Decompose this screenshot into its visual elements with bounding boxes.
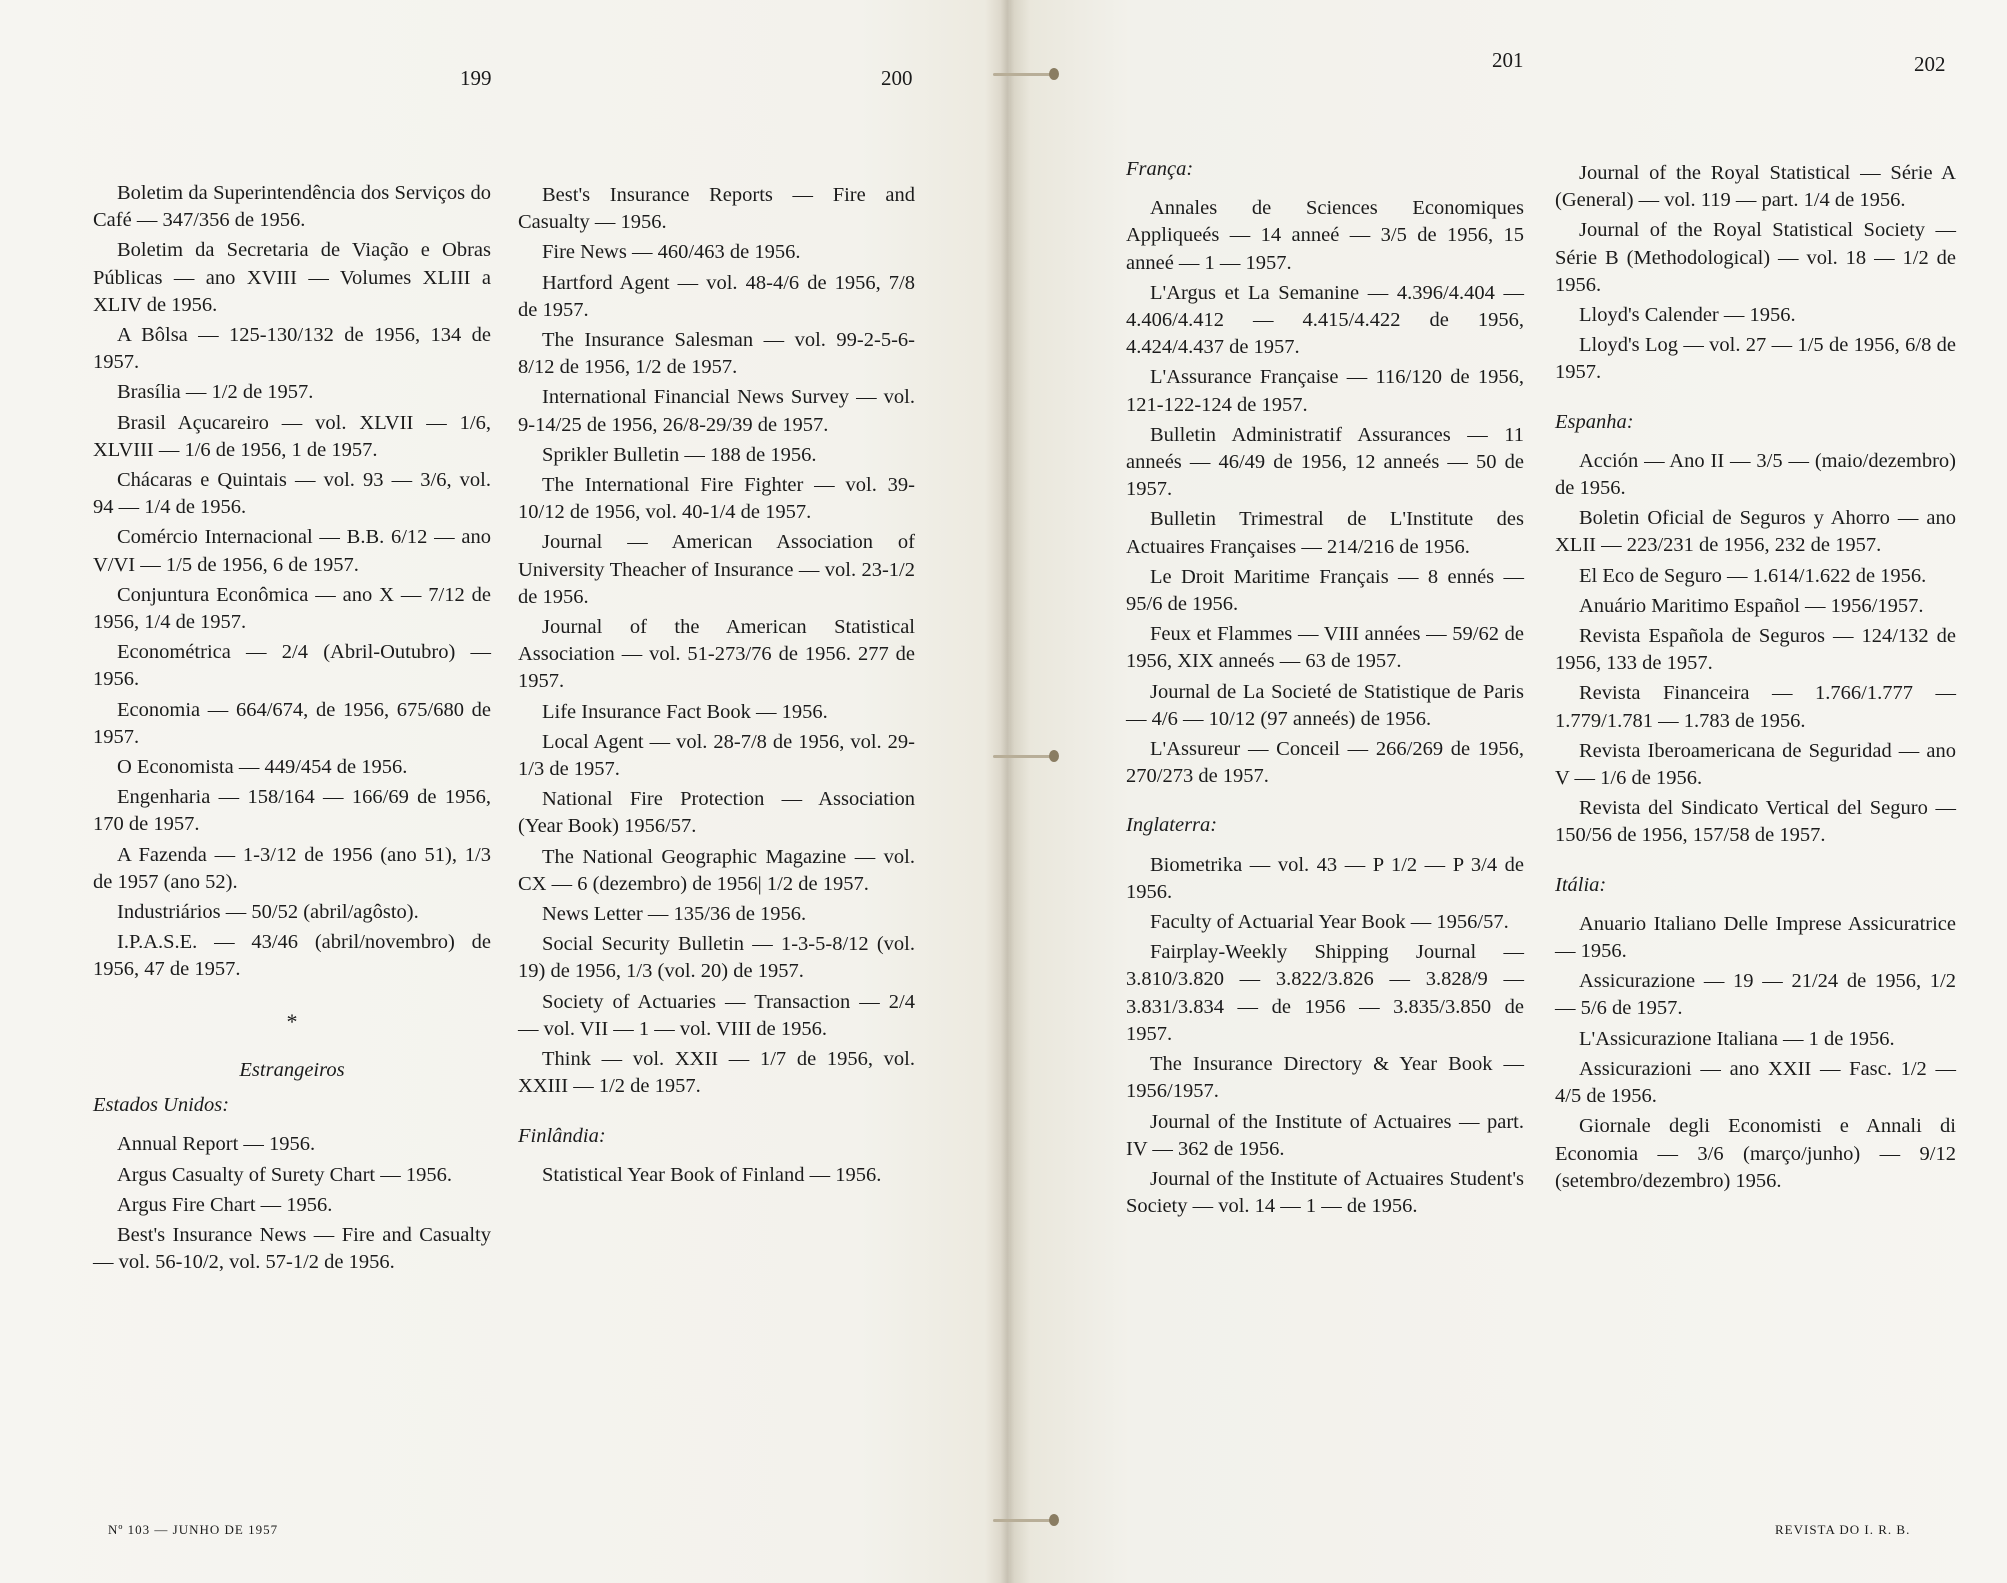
bibliography-entry: Revista Española de Seguros — 124/132 de 1956, 133 de 1957. — [1555, 625, 1956, 675]
bibliography-entry: O Economista — 449/454 de 1956. — [117, 756, 408, 779]
bibliography-entry: Fairplay-Weekly Shipping Journal — 3.810/3.820 — 3.822/3.826 — 3.828/9 — 3.831/3.834 — de 1956 — 3.835/3.850 de 1957. — [1126, 941, 1524, 1045]
bibliography-entry: Industriários — 50/52 (abril/agôsto). — [117, 901, 419, 924]
bibliography-entry: Journal of the Institute of Actuaires Student's Society — vol. 14 — 1 — de 1956. — [1126, 1167, 1524, 1218]
entry-list-us-part1 — [93, 1131, 491, 1276]
bibliography-entry: Revista Iberoamericana de Seguridad — ano V — 1/6 de 1956. — [1555, 739, 1956, 790]
bibliography-entry: Journal of the Royal Statistical — Série A (General) — vol. 119 — part. 1/4 de 1956. — [1555, 162, 1956, 212]
bibliography-entry: Best's Insurance Reports — Fire and Casualty — 1956. — [518, 184, 915, 234]
bibliography-entry: International Financial News Survey — vol. 9-14/25 de 1956, 26/8-29/39 de 1957. — [518, 386, 915, 436]
bibliography-entry: Bulletin Trimestral de L'Institute des Actuaires Françaises — 214/216 de 1956. — [1126, 508, 1524, 558]
entry-list-italy — [1555, 911, 1956, 1195]
bibliography-entry: Comércio Internacional — B.B. 6/12 — ano V/VI — 1/5 de 1956, 6 de 1957. — [93, 526, 491, 576]
column-page-201 — [1126, 156, 1524, 1220]
section-separator: * — [286, 1008, 298, 1034]
bibliography-entry: Economia — 664/674, de 1956, 675/680 de 1957. — [93, 698, 491, 748]
bibliography-entry: Local Agent — vol. 28-7/8 de 1956, vol. 29-1/3 de 1957. — [518, 730, 915, 781]
bibliography-entry: Journal of the Royal Statistical Society — Série B (Methodological) — vol. 18 — 1/2 de 1956. — [1555, 219, 1956, 296]
bibliography-entry: Revista del Sindicato Vertical del Seguro — 150/56 de 1956, 157/58 de 1957. — [1555, 797, 1956, 847]
column-page-202 — [1555, 160, 1956, 1195]
bibliography-entry: The National Geographic Magazine — vol. CX — 6 (dezembro) de 1956| 1/2 de 1957. — [518, 845, 915, 895]
bibliography-entry: Sprikler Bulletin — 188 de 1956. — [542, 443, 817, 466]
bibliography-entry: A Fazenda — 1-3/12 de 1956 (ano 51), 1/3 de 1957 (ano 52). — [93, 843, 491, 893]
bibliography-entry: Journal of the Institute of Actuaires — part. IV — 362 de 1956. — [1126, 1110, 1524, 1160]
bibliography-entry: Journal — American Association of University Theacher of Insurance — vol. 23-1/2 de 1956. — [518, 531, 915, 608]
bibliography-entry: Statistical Year Book of Finland — 1956. — [542, 1163, 882, 1186]
column-page-200 — [518, 182, 915, 1189]
bibliography-entry: Chácaras e Quintais — vol. 93 — 3/6, vol. 94 — 1/4 de 1956. — [93, 469, 491, 519]
bibliography-entry: Brasil Açucareiro — vol. XLVII — 1/6, XLVIII — 1/6 de 1956, 1 de 1957. — [93, 411, 491, 461]
column-page-199 — [93, 180, 491, 1276]
bibliography-entry: Lloyd's Calender — 1956. — [1579, 304, 1796, 327]
bibliography-entry: The Insurance Salesman — vol. 99-2-5-6-8/12 de 1956, 1/2 de 1957. — [518, 329, 915, 379]
footer-issue: Nº 103 — JUNHO DE 1957 — [108, 1522, 279, 1537]
bibliography-entry: I.P.A.S.E. — 43/46 (abril/novembro) de 1956, 47 de 1957. — [93, 931, 491, 981]
heading-inglaterra: Inglaterra: — [1126, 814, 1218, 837]
binding-gutter — [985, 0, 1030, 1583]
entry-list-national — [93, 180, 491, 984]
bibliography-entry: Conjuntura Econômica — ano X — 7/12 de 1956, 1/4 de 1957. — [93, 583, 491, 634]
bibliography-entry: The Insurance Directory & Year Book — 1956/1957. — [1126, 1053, 1524, 1103]
staple — [985, 748, 1065, 766]
heading-finlandia: Finlândia: — [518, 1124, 606, 1147]
bibliography-entry: Giornale degli Economisti e Annali di Economia — 3/6 (março/junho) — 9/12 (setembro/dezembro) 1956. — [1555, 1115, 1956, 1192]
bibliography-entry: Econométrica — 2/4 (Abril-Outubro) — 1956. — [93, 641, 491, 691]
bibliography-entry: Fire News — 460/463 de 1956. — [542, 241, 801, 264]
bibliography-entry: The International Fire Fighter — vol. 39-10/12 de 1956, vol. 40-1/4 de 1957. — [518, 474, 915, 524]
page-number-199: 199 — [460, 66, 492, 90]
bibliography-entry: Lloyd's Log — vol. 27 — 1/5 de 1956, 6/8 de 1957. — [1555, 334, 1956, 384]
bibliography-entry: Anuário Maritimo Español — 1956/1957. — [1579, 594, 1924, 617]
entry-list-england-part2 — [1555, 160, 1956, 387]
bibliography-entry: Bulletin Administratif Assurances — 11 anneés — 46/49 de 1956, 12 anneés — 50 de 1957. — [1126, 423, 1524, 501]
staple — [985, 1512, 1065, 1530]
entry-list-us-part2 — [518, 182, 915, 1101]
bibliography-entry: Biometrika — vol. 43 — P 1/2 — P 3/4 de 1956. — [1126, 853, 1524, 903]
bibliography-entry: National Fire Protection — Association (Year Book) 1956/57. — [518, 788, 915, 838]
bibliography-entry: Annual Report — 1956. — [117, 1133, 316, 1156]
bibliography-entry: A Bôlsa — 125-130/132 de 1956, 134 de 1957. — [93, 324, 491, 374]
heading-estados-unidos: Estados Unidos: — [93, 1094, 230, 1117]
bibliography-entry: Society of Actuaries — Transaction — 2/4 — vol. VII — 1 — vol. VIII de 1956. — [518, 990, 915, 1040]
entry-list-finland — [518, 1162, 915, 1189]
staple — [985, 66, 1065, 84]
bibliography-entry: Revista Financeira — 1.766/1.777 — 1.779/1.781 — 1.783 de 1956. — [1555, 682, 1956, 732]
bibliography-entry: L'Argus et La Semanine — 4.396/4.404 — 4.406/4.412 — 4.415/4.422 de 1956, 4.424/4.437 de 1957. — [1126, 281, 1524, 359]
bibliography-entry: Le Droit Maritime Français — 8 ennés — 95/6 de 1956. — [1126, 565, 1524, 616]
bibliography-entry: Journal de La Societé de Statistique de Paris — 4/6 — 10/12 (97 anneés) de 1956. — [1126, 680, 1524, 730]
heading-estrangeiros: Estrangeiros — [239, 1058, 345, 1081]
bibliography-entry: Faculty of Actuarial Year Book — 1956/57. — [1150, 911, 1509, 934]
bibliography-entry: L'Assicurazione Italiana — 1 de 1956. — [1579, 1027, 1895, 1050]
bibliography-entry: Annales de Sciences Economiques Appliqueés — 14 anneé — 3/5 de 1956, 15 anneé — 1 — 1957. — [1126, 197, 1524, 274]
bibliography-entry: Boletin Oficial de Seguros y Ahorro — ano XLII — 223/231 de 1956, 232 de 1957. — [1555, 507, 1956, 557]
heading-italia: Itália: — [1555, 873, 1607, 896]
bibliography-entry: El Eco de Seguro — 1.614/1.622 de 1956. — [1579, 564, 1927, 587]
bibliography-entry: Assicurazioni — ano XXII — Fasc. 1/2 — 4/5 de 1956. — [1555, 1057, 1956, 1108]
bibliography-entry: Argus Casualty of Surety Chart — 1956. — [117, 1163, 452, 1186]
page-number-202: 202 — [1914, 52, 1946, 76]
bibliography-entry: Think — vol. XXII — 1/7 de 1956, vol. XXIII — 1/2 de 1957. — [518, 1048, 915, 1098]
bibliography-entry: Assicurazione — 19 — 21/24 de 1956, 1/2 — 5/6 de 1957. — [1555, 970, 1956, 1020]
heading-espanha: Espanha: — [1555, 410, 1634, 433]
bibliography-entry: Acción — Ano II — 3/5 — (maio/dezembro) de 1956. — [1555, 449, 1956, 500]
entry-list-spain — [1555, 448, 1956, 850]
bibliography-entry: Social Security Bulletin — 1-3-5-8/12 (vol. 19) de 1956, 1/3 (vol. 20) de 1957. — [518, 933, 915, 983]
bibliography-entry: Life Insurance Fact Book — 1956. — [542, 700, 828, 723]
entry-list-france — [1126, 195, 1524, 790]
bibliography-entry: Best's Insurance News — Fire and Casualty — vol. 56-10/2, vol. 57-1/2 de 1956. — [93, 1223, 491, 1274]
page-number-201: 201 — [1492, 48, 1524, 72]
bibliography-entry: Argus Fire Chart — 1956. — [117, 1193, 333, 1216]
bibliography-entry: Feux et Flammes — VIII années — 59/62 de 1956, XIX anneés — 63 de 1957. — [1126, 623, 1524, 673]
bibliography-entry: Anuario Italiano Delle Imprese Assicuratrice — 1956. — [1555, 912, 1956, 963]
heading-franca: França: — [1126, 158, 1194, 180]
bibliography-entry: Brasília — 1/2 de 1957. — [117, 381, 314, 404]
bibliography-entry: Boletim da Secretaria de Viação e Obras Públicas — ano XVIII — Volumes XLIII a XLIV de 1956. — [93, 239, 491, 316]
bibliography-entry: L'Assureur — Conceil — 266/269 de 1956, 270/273 de 1957. — [1126, 738, 1524, 788]
bibliography-entry: Journal of the American Statistical Association — vol. 51-273/76 de 1956. 277 de 1957. — [518, 616, 915, 693]
entry-list-england-part1 — [1126, 852, 1524, 1221]
bibliography-entry: L'Assurance Française — 116/120 de 1956, 121-122-124 de 1957. — [1126, 366, 1524, 416]
page-number-200: 200 — [881, 66, 913, 90]
bibliography-entry: News Letter — 135/36 de 1956. — [542, 903, 807, 926]
bibliography-entry: Engenharia — 158/164 — 166/69 de 1956, 170 de 1957. — [93, 786, 491, 836]
bibliography-entry: Boletim da Superintendência dos Serviços do Café — 347/356 de 1956. — [93, 182, 491, 232]
footer-journal: REVISTA DO I. R. B. — [1775, 1522, 1911, 1537]
bibliography-entry: Hartford Agent — vol. 48-4/6 de 1956, 7/8 de 1957. — [518, 271, 915, 321]
